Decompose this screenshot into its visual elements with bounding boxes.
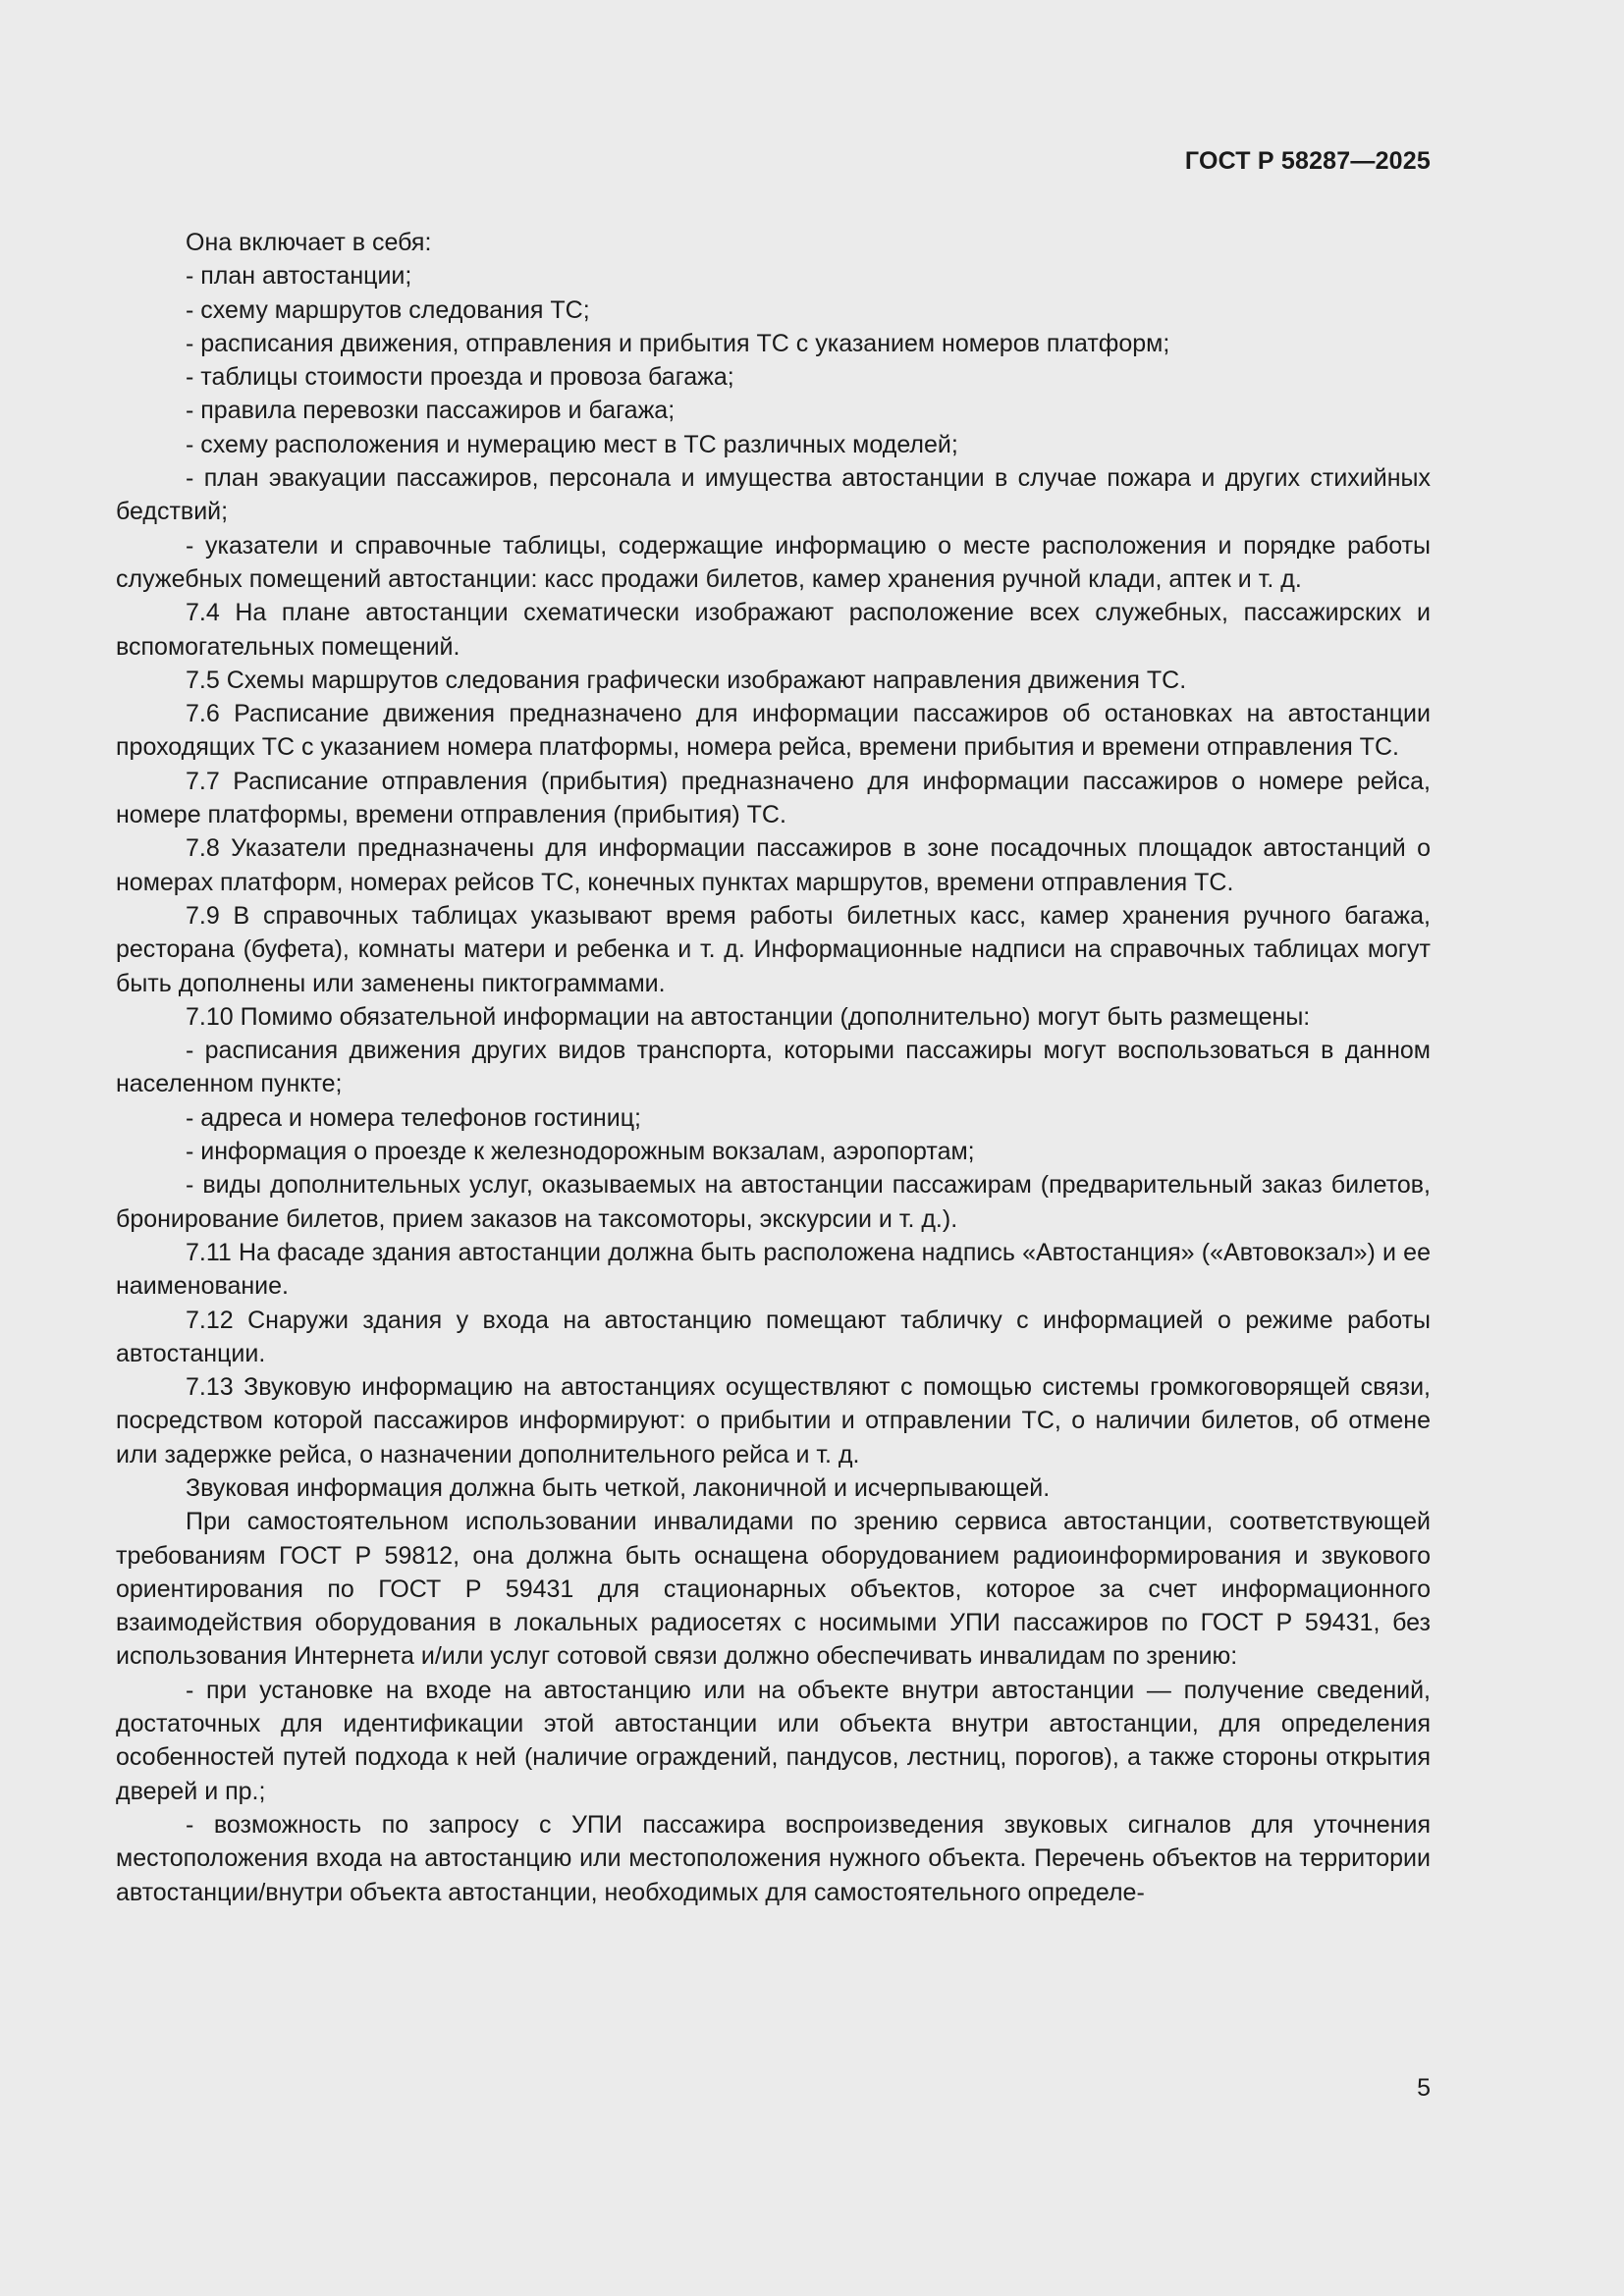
list-item: - схему маршрутов следования ТС; [186, 295, 590, 324]
clause-7-7: 7.7 Расписание отправления (прибытия) предназначено для информации пассажиров о номере рейса, номере платформы, времени отправления (прибытия) ТС. [116, 767, 1431, 829]
clause-7-12: 7.12 Снаружи здания у входа на автостанцию помещают табличку с информацией о режиме работы автостанции. [116, 1306, 1431, 1367]
list-item: - план автостанции; [186, 262, 412, 291]
list-item: - информация о проезде к железнодорожным вокзалам, аэропортам; [186, 1138, 975, 1166]
list-item: - при установке на входе на автостанцию или на объекте внутри автостанции — получение сведений, достаточных для идентификации этой автостанции или объекта внутри автостанции, для определения особенностей путей подхода к ней (наличие ограждений, пандусов, лестниц, порогов), а также стороны открытия дверей и пр.; [116, 1676, 1431, 1805]
clause-7-10: 7.10 Помимо обязательной информации на автостанции (дополнительно) могут быть размещены: [186, 1002, 1311, 1031]
page-number: 5 [1417, 2074, 1431, 2102]
list-item: - план эвакуации пассажиров, персонала и имущества автостанции в случае пожара и других стихийных бедствий; [116, 464, 1431, 526]
list-item: - указатели и справочные таблицы, содержащие информацию о месте расположения и порядке работы служебных помещений автостанции: касс продажи билетов, камер хранения ручной клади, аптек и т. д. [116, 531, 1431, 593]
paragraph: При самостоятельном использовании инвалидами по зрению сервиса автостанции, соответствующей требованиям ГОСТ Р 59812, она должна быть оснащена оборудованием радиоинформирования и звукового ориентирования по ГОСТ Р 59431 для стационарных объектов, которое за счет информационного взаимодействия оборудования в локальных радиосетях с носимыми УПИ пассажиров по ГОСТ Р 59431, без использования Интернета и/или услуг сотовой связи должно обеспечивать инвалидам по зрению: [116, 1508, 1431, 1671]
clause-7-13: 7.13 Звуковую информацию на автостанциях осуществляют с помощью системы громкоговорящей связи, посредством которой пассажиров информируют: о прибытии и отправлении ТС, о наличии билетов, об отмене или задержке рейса, о назначении дополнительного рейса и т. д. [116, 1373, 1431, 1468]
document-body [116, 226, 1431, 1909]
list-item: - правила перевозки пассажиров и багажа; [186, 397, 676, 425]
list-item: - таблицы стоимости проезда и провоза багажа; [186, 363, 734, 392]
list-item: - схему расположения и нумерацию мест в ТС различных моделей; [186, 430, 958, 458]
clause-7-11: 7.11 На фасаде здания автостанции должна быть расположена надпись «Автостанция» («Автовокзал») и ее наименование. [116, 1238, 1431, 1301]
paragraph: Звуковая информация должна быть четкой, лаконичной и исчерпывающей. [186, 1473, 1051, 1502]
clause-7-9: 7.9 В справочных таблицах указывают время работы билетных касс, камер хранения ручного багажа, ресторана (буфета), комнаты матери и ребенка и т. д. Информационные надписи на справочных таблицах могут быть дополнены или заменены пиктограммами. [116, 901, 1431, 997]
list-item: - расписания движения других видов транспорта, которыми пассажиры могут воспользоваться в данном населенном пункте; [116, 1037, 1431, 1098]
clause-7-6: 7.6 Расписание движения предназначено для информации пассажиров об остановках на автостанции проходящих ТС с указанием номера платформы, номера рейса, времени прибытия и времени отправления ТС. [116, 700, 1431, 762]
list-item: - виды дополнительных услуг, оказываемых на автостанции пассажирам (предварительный заказ билетов, бронирование билетов, прием заказов на таксомоторы, экскурсии и т. д.). [116, 1171, 1431, 1233]
document-code-header: ГОСТ Р 58287—2025 [1184, 147, 1431, 175]
paragraph: Она включает в себя: [186, 229, 432, 256]
clause-7-5: 7.5 Схемы маршрутов следования графически изображают направления движения ТС. [186, 666, 1187, 694]
list-item: - адреса и номера телефонов гостиниц; [186, 1103, 641, 1132]
list-item: - расписания движения, отправления и прибытия ТС с указанием номеров платформ; [186, 329, 1170, 357]
list-item: - возможность по запросу с УПИ пассажира воспроизведения звуковых сигналов для уточнения местоположения входа на автостанцию или местоположения нужного объекта. Перечень объектов на территории автостанции/внутри объекта автостанции, необходимых для самостоятельного определе- [116, 1810, 1431, 1906]
clause-7-4: 7.4 На плане автостанции схематически изображают расположение всех служебных, пассажирских и вспомогательных помещений. [116, 599, 1431, 661]
clause-7-8: 7.8 Указатели предназначены для информации пассажиров в зоне посадочных площадок автостанций о номерах платформ, номерах рейсов ТС, конечных пунктах маршрутов, времени отправления ТС. [116, 834, 1431, 896]
